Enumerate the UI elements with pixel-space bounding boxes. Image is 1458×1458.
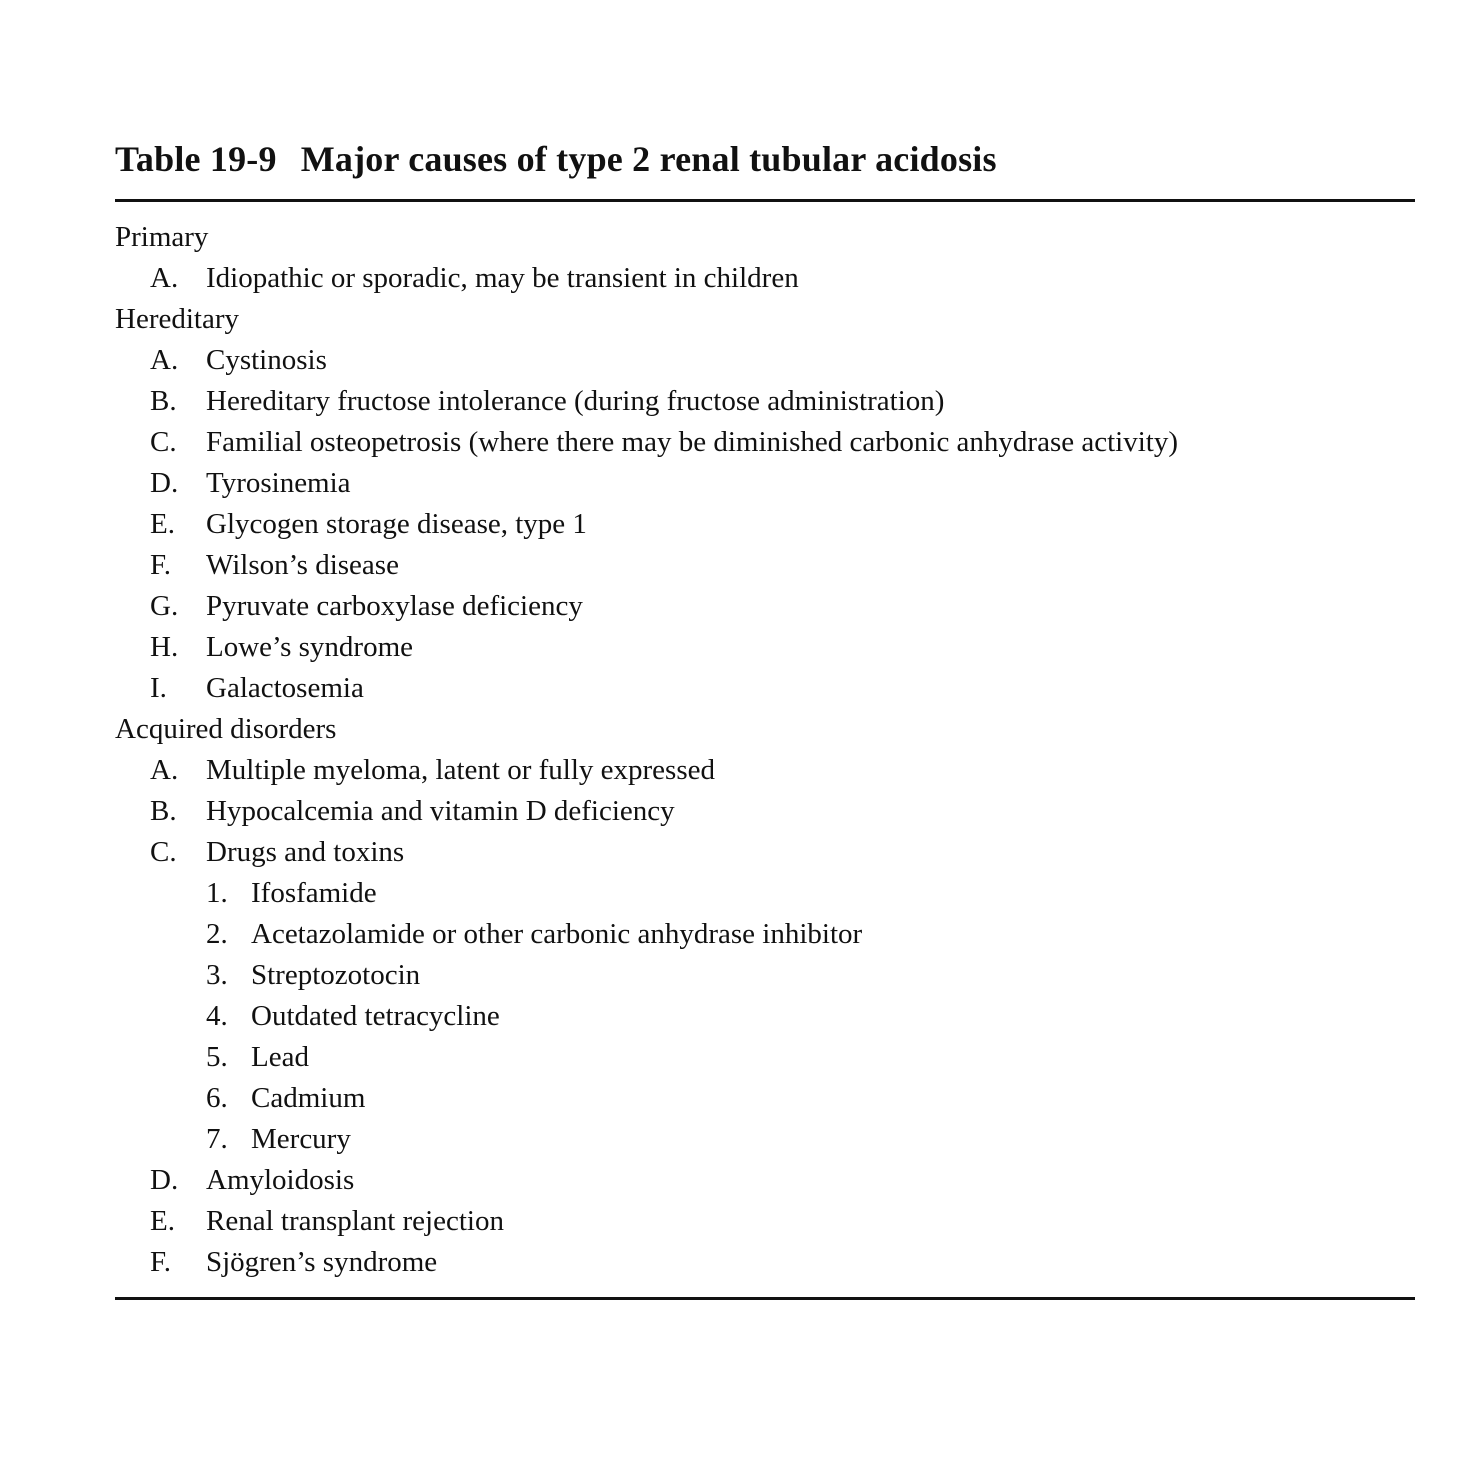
list-item bbox=[115, 504, 1178, 545]
item-marker: 3. bbox=[206, 959, 228, 991]
item-text: Lead bbox=[251, 1041, 309, 1073]
item-marker: 7. bbox=[206, 1123, 228, 1155]
item-marker: 6. bbox=[206, 1082, 228, 1114]
bottom-rule bbox=[115, 1297, 1415, 1300]
sub-list-item bbox=[115, 1078, 1178, 1119]
item-text: Streptozotocin bbox=[251, 959, 421, 991]
item-marker: D. bbox=[150, 467, 179, 499]
item-marker: E. bbox=[150, 1205, 175, 1237]
item-text: Galactosemia bbox=[206, 672, 364, 704]
item-text: Idiopathic or sporadic, may be transient in children bbox=[206, 262, 799, 294]
item-marker: 4. bbox=[206, 1000, 228, 1032]
item-text: Familial osteopetrosis (where there may be diminished carbonic anhydrase activity) bbox=[206, 426, 1178, 458]
item-text: Pyruvate carboxylase deficiency bbox=[206, 590, 583, 622]
item-marker: G. bbox=[150, 590, 179, 622]
sub-list-item bbox=[115, 873, 1178, 914]
table-body bbox=[115, 217, 1178, 1283]
table-title-text: Major causes of type 2 renal tubular acidosis bbox=[300, 139, 997, 179]
item-text: Cadmium bbox=[251, 1082, 366, 1114]
list-item bbox=[115, 1242, 1178, 1283]
list-item bbox=[115, 422, 1178, 463]
table-title bbox=[115, 138, 997, 180]
item-text: Multiple myeloma, latent or fully expressed bbox=[206, 754, 715, 786]
item-text: Amyloidosis bbox=[206, 1164, 355, 1196]
item-marker: 5. bbox=[206, 1041, 228, 1073]
item-text: Cystinosis bbox=[206, 344, 327, 376]
list-item bbox=[115, 791, 1178, 832]
item-text: Wilson’s disease bbox=[206, 549, 399, 581]
item-marker: C. bbox=[150, 426, 177, 458]
list-item bbox=[115, 258, 1178, 299]
item-marker: 1. bbox=[206, 877, 228, 909]
item-marker: B. bbox=[150, 795, 177, 827]
list-item bbox=[115, 832, 1178, 873]
item-text: Ifosfamide bbox=[251, 877, 377, 909]
list-item bbox=[115, 340, 1178, 381]
list-item bbox=[115, 545, 1178, 586]
sub-list-item bbox=[115, 955, 1178, 996]
item-marker: C. bbox=[150, 836, 177, 868]
item-text: Hypocalcemia and vitamin D deficiency bbox=[206, 795, 675, 827]
list-item bbox=[115, 627, 1178, 668]
list-item bbox=[115, 668, 1178, 709]
list-item bbox=[115, 586, 1178, 627]
item-text: Lowe’s syndrome bbox=[206, 631, 413, 663]
item-marker: D. bbox=[150, 1164, 179, 1196]
item-text: Acetazolamide or other carbonic anhydrase inhibitor bbox=[251, 918, 863, 950]
item-marker: A. bbox=[150, 262, 179, 294]
item-text: Sjögren’s syndrome bbox=[206, 1246, 438, 1278]
item-marker: A. bbox=[150, 754, 179, 786]
item-marker: H. bbox=[150, 631, 179, 663]
item-marker: E. bbox=[150, 508, 175, 540]
item-text: Glycogen storage disease, type 1 bbox=[206, 508, 587, 540]
section-heading-acquired: Acquired disorders bbox=[115, 713, 337, 745]
sub-list-item bbox=[115, 996, 1178, 1037]
item-text: Renal transplant rejection bbox=[206, 1205, 504, 1237]
list-item bbox=[115, 381, 1178, 422]
sub-list-item bbox=[115, 1119, 1178, 1160]
item-marker: 2. bbox=[206, 918, 228, 950]
item-text: Tyrosinemia bbox=[206, 467, 351, 499]
item-marker: I. bbox=[150, 672, 167, 704]
list-item bbox=[115, 463, 1178, 504]
item-text: Mercury bbox=[251, 1123, 351, 1155]
list-item bbox=[115, 750, 1178, 791]
item-marker: F. bbox=[150, 1246, 172, 1278]
item-text: Hereditary fructose intolerance (during fructose administration) bbox=[206, 385, 945, 417]
sub-list-item bbox=[115, 914, 1178, 955]
item-marker: B. bbox=[150, 385, 177, 417]
list-item bbox=[115, 1201, 1178, 1242]
section-heading-primary: Primary bbox=[115, 221, 209, 253]
item-text: Drugs and toxins bbox=[206, 836, 405, 868]
list-item bbox=[115, 1160, 1178, 1201]
top-rule bbox=[115, 199, 1415, 202]
section-heading-hereditary: Hereditary bbox=[115, 303, 239, 335]
item-text: Outdated tetracycline bbox=[251, 1000, 500, 1032]
item-marker: A. bbox=[150, 344, 179, 376]
item-marker: F. bbox=[150, 549, 172, 581]
table-number: Table 19-9 bbox=[115, 139, 277, 179]
sub-list-item bbox=[115, 1037, 1178, 1078]
